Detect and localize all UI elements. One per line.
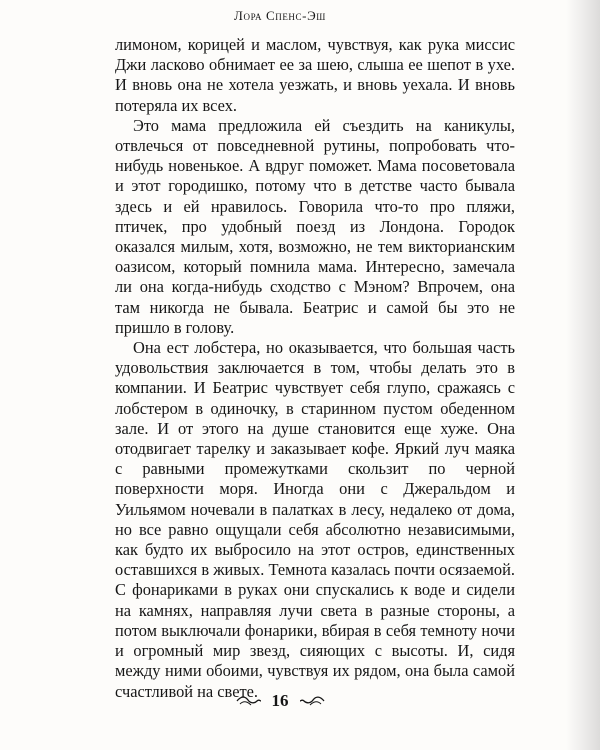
page-edge-shadow [566,0,600,750]
page-footer [0,691,560,711]
right-flourish-icon [299,695,325,707]
paragraph-2: Это мама предложила ей съездить на каникулы, отвлечься от повседневной рутины, попробовать что-нибудь новенькое. А вдруг поможет. Мама посоветовала и этот городишко, потому что в детстве часто бывала здесь и ей нравилось. Говорила что-то про пляжи, птичек, про удобный поезд из Лондона. Городок оказался милым, хотя, возможно, не тем викторианским оазисом, который помнила мама. Интересно, замечала ли она когда-нибудь сходство с Мэном? Впрочем, она там никогда не бывала. Беатрис и самой бы это не пришло в голову. [115,115,515,337]
left-flourish-icon [236,695,262,707]
page-number: 16 [271,691,289,710]
paragraph-3: Она ест лобстера, но оказывается, что большая часть удовольствия заключается в том, чтобы делать это в компании. И Беатрис чувствует себя глупо, сражаясь с лобстером в одиночку, в старинном пустом обеденном зале. И от этого на душе становится еще хуже. Она отодвигает тарелку и заказывает кофе. Яркий луч маяка с равными промежутками скользит по черной поверхности моря. Иногда они с Джеральдом и Уильямом ночевали в палатках в лесу, недалеко от дома, но все равно ощущали себя абсолютно независимыми, как будто их выбросило на этот остров, единственных оставшихся в живых. Темнота казалась почти осязаемой. С фонариками в руках они спускались к воде и сидели на камнях, направляя лучи света в разные стороны, а потом выключали фонарики, вбирая в себя темноту ночи и огромный мир звезд, сияющих с высоты. И, сидя между ними обоими, чувствуя их рядом, она была самой счастливой на свете. [115,338,515,701]
body-text [115,35,515,702]
running-head: Лора Спенс-Эш [234,8,326,23]
paragraph-1: лимоном, корицей и маслом, чувствуя, как рука миссис Джи ласково обнимает ее за шею, слыша ее шепот в ухе. И вновь она не хотела уезжать, и вновь уехала. И вновь потеряла их всех. [115,35,515,115]
